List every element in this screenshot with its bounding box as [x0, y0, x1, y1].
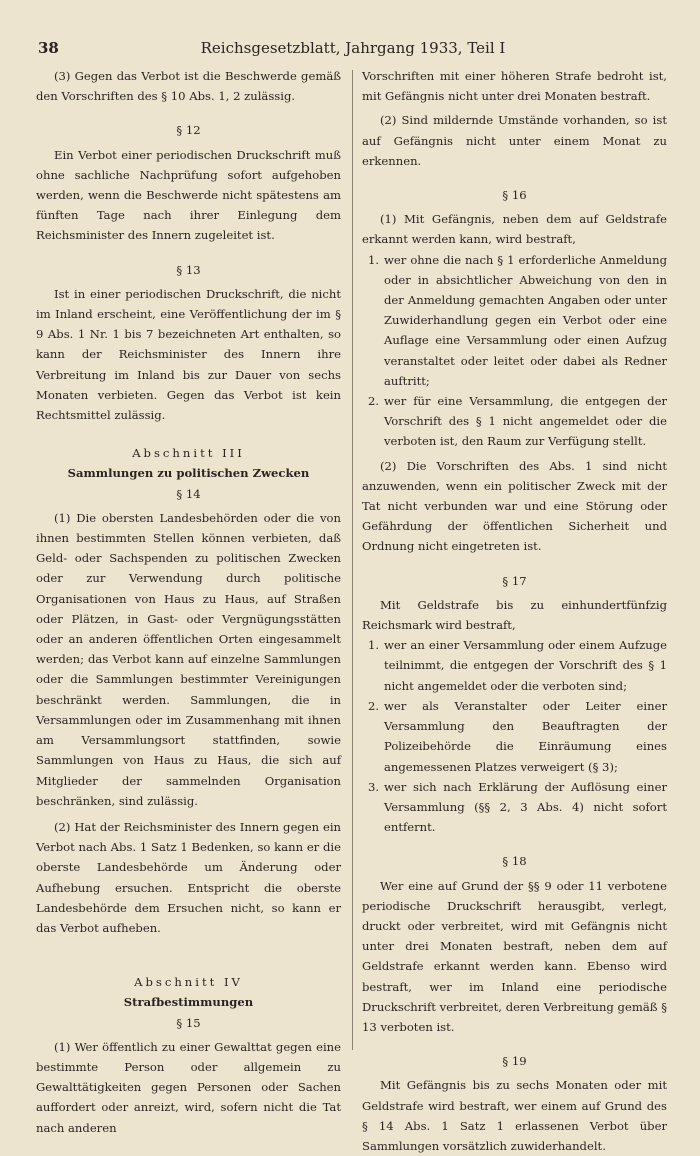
section-15-continuation: Vorschriften mit einer höheren Strafe bedroht ist, mit Gefängnis nicht unter drei Monaten bestraft. [362, 69, 667, 104]
section-heading-18: § 18 [502, 854, 527, 869]
list-item: 2. wer für eine Versammlung, die entgegen der Vorschrift des § 1 nicht angemeldet oder die verboten ist, den Raum zur Verfügung stellt. [368, 394, 667, 449]
section-heading-13: § 13 [176, 262, 201, 277]
list-item: 1. wer an einer Versammlung oder einem Aufzuge teilnimmt, die entgegen der Vorschrift des § 1 nicht angemeldet oder die verboten sind; [368, 638, 667, 693]
section-16-paragraph-2: (2) Die Vorschriften des Abs. 1 sind nicht anzuwenden, wenn ein politischer Zweck mit der Tat nicht verbunden war und eine Störung oder Gefährdung der öffentlichen Sicherheit und Ordnung nicht eingetreten ist. [362, 458, 667, 554]
abschnitt-4-title: Strafbestimmungen [123, 995, 254, 1010]
abschnitt-4-heading: Abschnitt IV [134, 975, 243, 990]
section-14-paragraph-2: (2) Hat der Reichsminister des Innern gegen ein Verbot nach Abs. 1 Satz 1 Bedenken, so kann er die oberste Landesbehörde um Änderung oder Aufhebung ersuchen. Entspricht die oberste Landesbehörde dem Ersuchen nicht, so kann er das Verbot aufheben. [36, 819, 341, 935]
section-17-intro: Mit Geldstrafe bis zu einhundertfünfzig Reichsmark wird bestraft, [362, 597, 667, 633]
list-item: 1. wer ohne die nach § 1 erforderliche Anmeldung oder in absichtlicher Abweichung von den in der Anmeldung gemachten Angaben oder unter Zuwiderhandlung gegen ein Verbot oder eine Auflage eine Versammlung oder einen Aufzug veranstaltet oder leitet oder dabei als Redner auftritt; [368, 252, 667, 388]
left-column [36, 66, 341, 1138]
section-heading-14: § 14 [176, 486, 201, 501]
list-item: 2. wer als Veranstalter oder Leiter einer Versammlung den Beauftragten der Polizeibehörde die Einräumung eines angemessenen Platzes verweigert (§ 3); [368, 698, 667, 774]
section-16-list [362, 250, 667, 452]
right-column [362, 66, 667, 1156]
abschnitt-3-title: Sammlungen zu politischen Zwecken [67, 466, 310, 481]
section-17-list [362, 635, 667, 837]
section-14-paragraph-1: (1) Die obersten Landesbehörden oder die von ihnen bestimmten Stellen können verbieten, daß Geld- oder Sachspenden zu politischen Zwecken oder zur Verwendung durch politische Organisationen von Haus zu Haus, auf Straßen oder Plätzen, in Gast- oder Vergnügungsstätten oder an anderen öffentlichen Orten eingesammelt werden; das Verbot kann auf einzelne Sammlungen oder die Sammlungen bestimmter Vereinigungen beschränkt werden. Sammlungen, die in Versammlungen oder im Zusammenhang mit ihnen am Versammlungsort stattfinden, sowie Sammlungen von Haus zu Haus, die sich auf Mitglieder der sammelnden Organisation beschränken, sind zulässig. [36, 510, 341, 808]
section-13-text: Ist in einer periodischen Druckschrift, die nicht im Inland erscheint, eine Veröffentlichung der im § 9 Abs. 1 Nr. 1 bis 7 bezeichneten Art enthalten, so kann der Reichsminister des Innern ihre Verbreitung im Inland bis zur Dauer von sechs Monaten verbieten. Gegen das Verbot ist kein Rechtsmittel zulässig. [36, 286, 341, 423]
column-divider [352, 70, 353, 1050]
page-title: Reichsgesetzblatt, Jahrgang 1933, Teil I [200, 39, 506, 57]
section-15-paragraph-2: (2) Sind mildernde Umstände vorhanden, so ist auf Gefängnis nicht unter einem Monat zu erkennen. [362, 113, 667, 168]
section-15-paragraph-1: (1) Wer öffentlich zu einer Gewalttat gegen eine bestimmte Person oder allgemein zu Gewalttätigkeiten gegen Personen oder Sachen auffordert oder anreizt, wird, sofern nicht die Tat nach anderen [36, 1039, 341, 1135]
section-heading-16: § 16 [502, 188, 527, 203]
page-header [36, 36, 670, 60]
section-heading-15: § 15 [176, 1015, 201, 1030]
section-19-text: Mit Gefängnis bis zu sechs Monaten oder mit Geldstrafe wird bestraft, wer einem auf Grund des § 14 Abs. 1 Satz 1 erlassenen Verbot über Sammlungen vorsätzlich zuwiderhandelt. [362, 1078, 667, 1153]
section-heading-19: § 19 [502, 1054, 527, 1069]
section-18-text: Wer eine auf Grund der §§ 9 oder 11 verbotene periodische Druckschrift herausgibt, verlegt, druckt oder verbreitet, wird mit Gefängnis nicht unter drei Monaten bestraft, neben dem auf Geldstrafe erkannt werden kann. Ebenso wird bestraft, wer im Inland eine periodische Druckschrift verbreitet, deren Verbreitung gemäß § 13 verboten ist. [362, 878, 667, 1034]
section-16-paragraph-1: (1) Mit Gefängnis, neben dem auf Geldstrafe erkannt werden kann, wird bestraft, [362, 212, 667, 247]
page-number: 38 [38, 39, 59, 57]
list-item: 3. wer sich nach Erklärung der Auflösung einer Versammlung (§§ 2, 3 Abs. 4) nicht sofort entfernt. [368, 779, 667, 835]
section-12-text: Ein Verbot einer periodischen Druckschrift muß ohne sachliche Nachprüfung sofort aufgehoben werden, wenn die Beschwerde nicht spätestens am fünften Tage nach ihrer Einlegung dem Reichsminister des Innern zugeleitet ist. [36, 147, 341, 243]
abschnitt-3-heading: Abschnitt III [132, 446, 245, 461]
section-heading-12: § 12 [176, 123, 201, 138]
section-heading-17: § 17 [502, 573, 527, 588]
paragraph-intro: (3) Gegen das Verbot ist die Beschwerde gemäß den Vorschriften des § 10 Abs. 1, 2 zulässig. [36, 69, 341, 104]
